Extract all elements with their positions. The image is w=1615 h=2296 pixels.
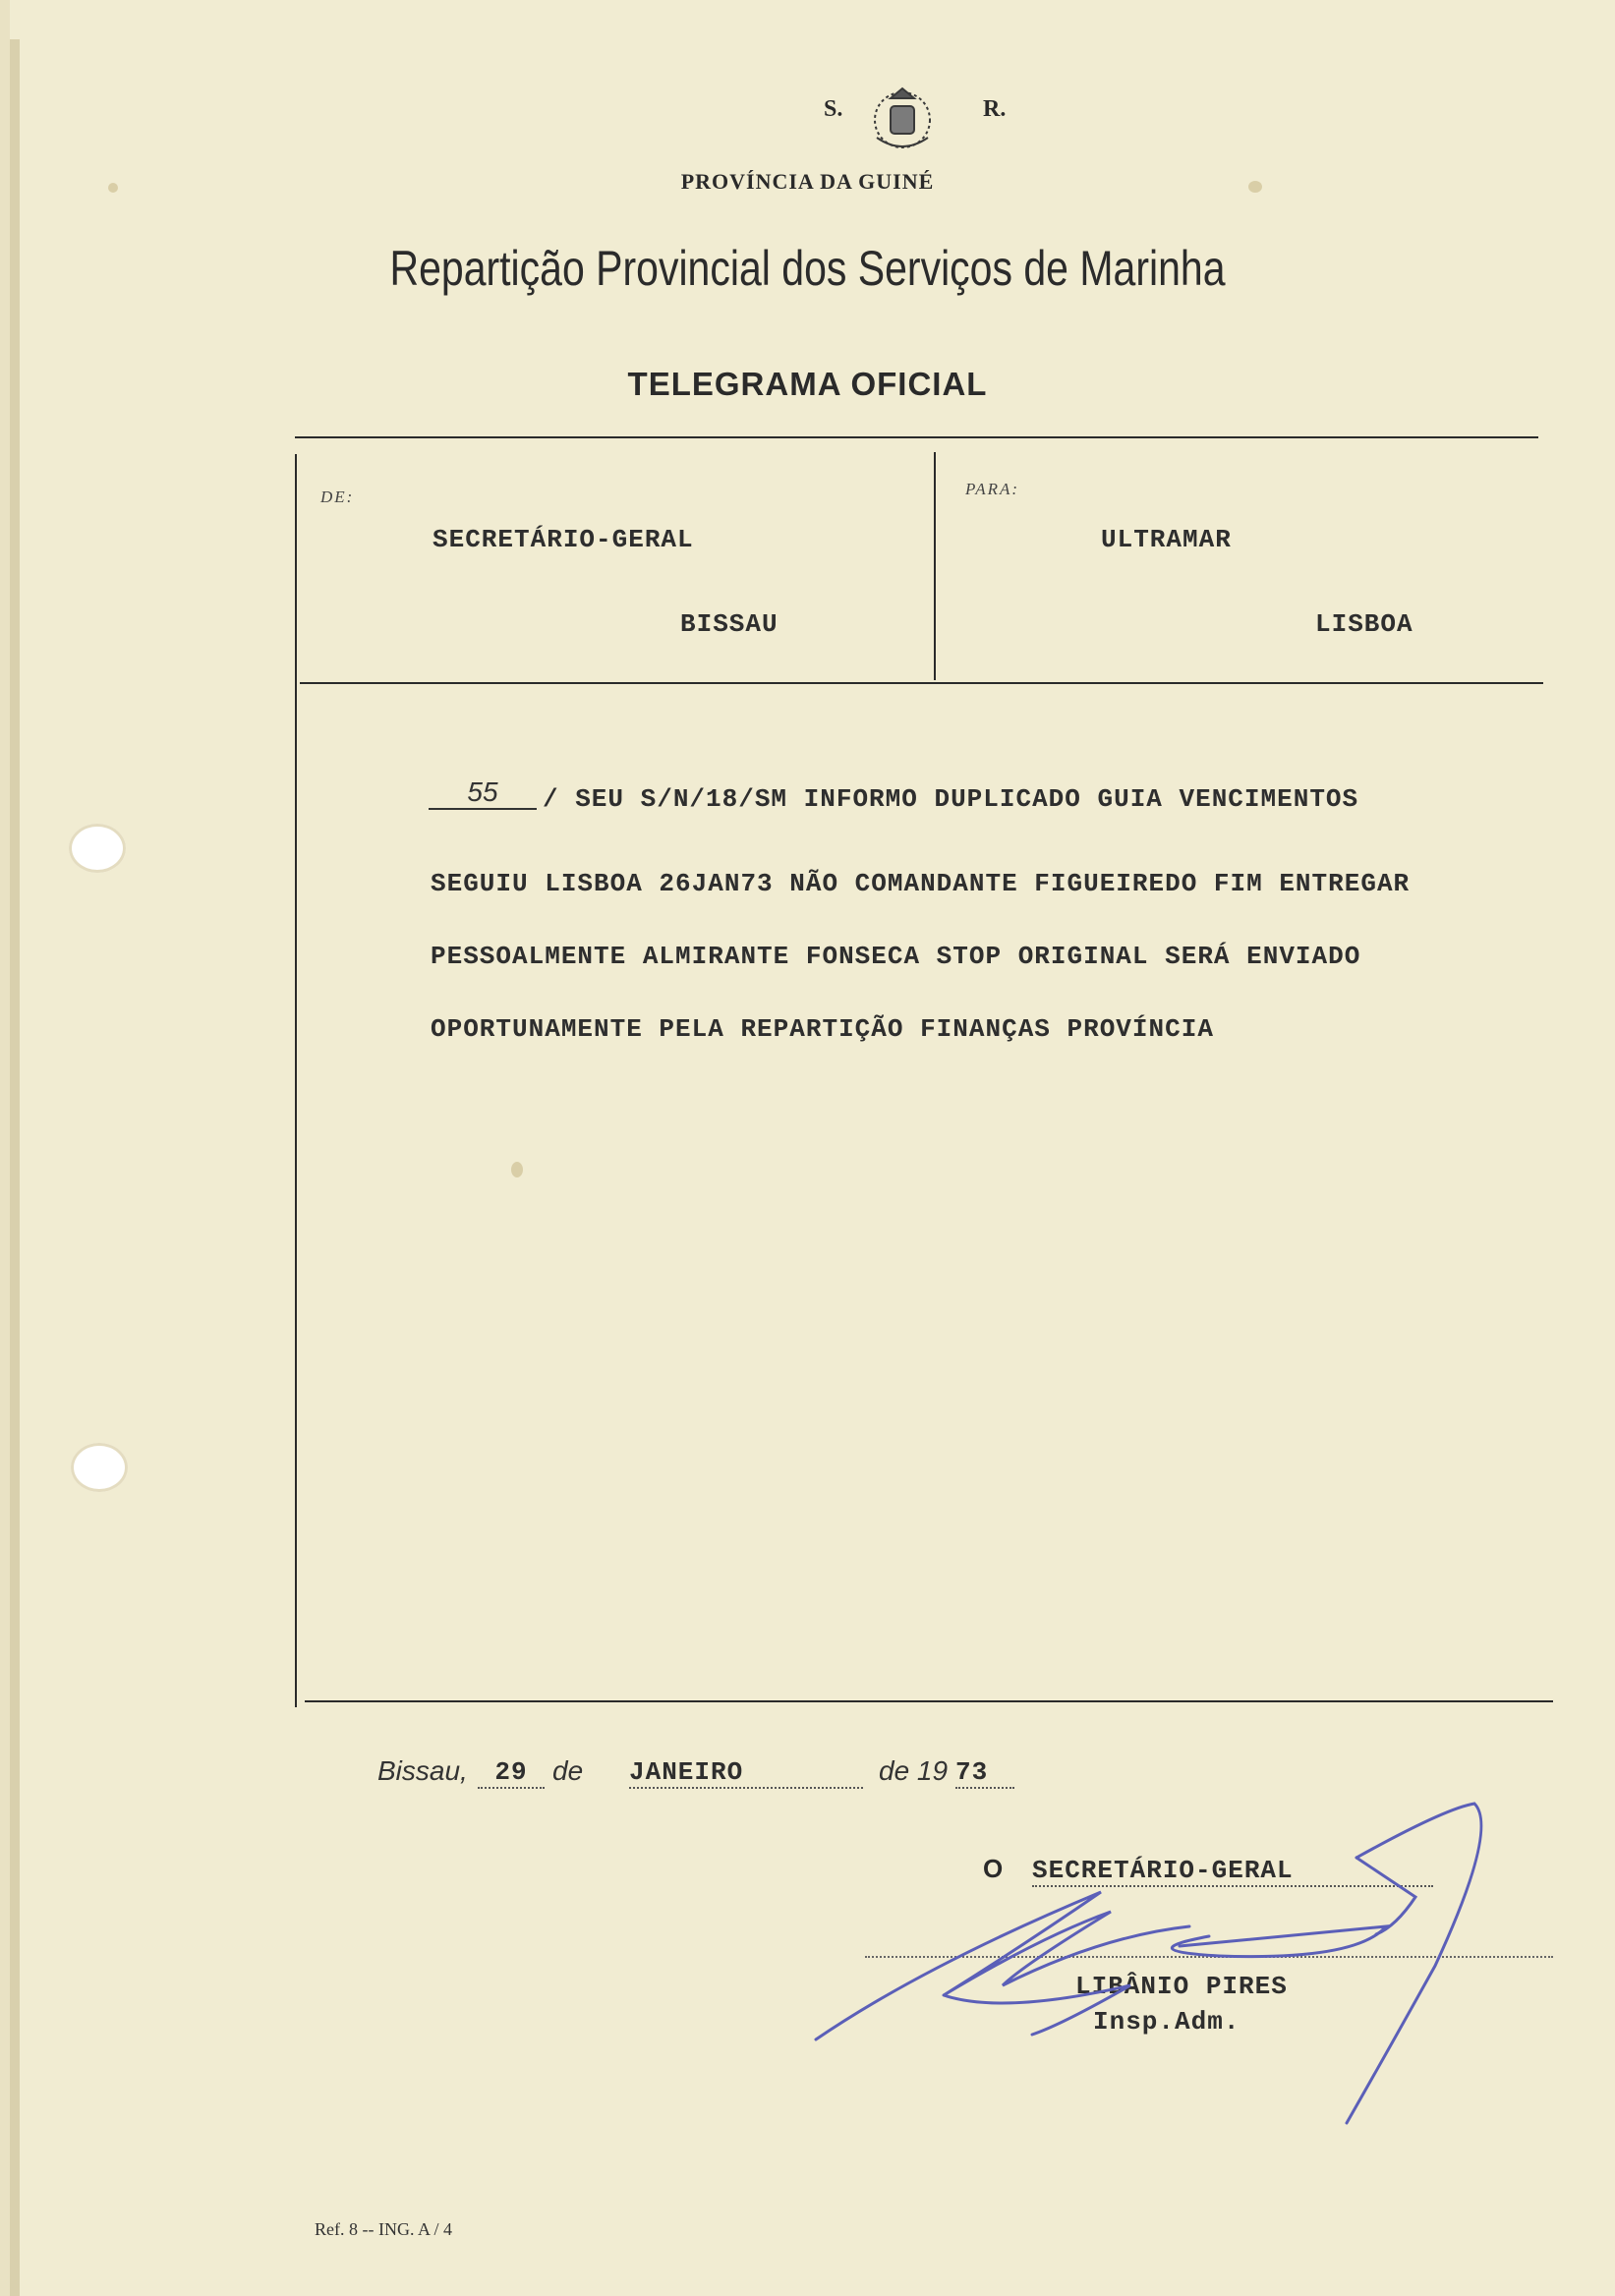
message-line-4: OPORTUNAMENTE PELA REPARTIÇÃO FINANÇAS PROVÍNCIA: [431, 1014, 1214, 1044]
paper-stain: [511, 1162, 523, 1177]
to-name: ULTRAMAR: [1101, 525, 1232, 554]
reference-code: Ref. 8 -- ING. A / 4: [315, 2219, 452, 2239]
from-place: BISSAU: [680, 609, 779, 639]
frame-center-divider: [934, 452, 936, 680]
to-place: LISBOA: [1315, 609, 1413, 639]
frame-bottom-line: [305, 1700, 1553, 1702]
dateline-de-2: de 19: [879, 1755, 949, 1786]
header-box-bottom-line: [300, 682, 1543, 684]
message-number: 55: [429, 776, 537, 810]
dateline-month: JANEIRO: [629, 1757, 863, 1789]
coat-of-arms-icon: [867, 79, 938, 157]
dateline-year: 73: [955, 1757, 1014, 1789]
frame-top-line: [295, 436, 1538, 438]
signer-name: LIBÂNIO PIRES: [1075, 1972, 1288, 2001]
dateline-day: 29: [478, 1757, 545, 1789]
message-line-2: SEGUIU LISBOA 26JAN73 NÃO COMANDANTE FIGUEIREDO FIM ENTREGAR: [431, 869, 1411, 898]
signer-role: Insp.Adm.: [1093, 2007, 1240, 2037]
message-line-1: / SEU S/N/18/SM INFORMO DUPLICADO GUIA VENCIMENTOS: [543, 784, 1359, 814]
handwritten-signature: [806, 1789, 1494, 2133]
from-name: SECRETÁRIO-GERAL: [433, 525, 694, 554]
punch-hole: [71, 1443, 128, 1492]
document-type-title: TELEGRAMA OFICIAL: [627, 366, 988, 402]
punch-hole: [69, 824, 126, 873]
message-line-3: PESSOALMENTE ALMIRANTE FONSECA STOP ORIGINAL SERÁ ENVIADO: [431, 942, 1361, 971]
department-title: Repartição Provincial dos Serviços de Marinha: [389, 241, 1226, 296]
dateline-city: Bissau,: [377, 1755, 468, 1786]
header-r-letter: R.: [983, 96, 1007, 122]
signature-title: SECRETÁRIO-GERAL: [1032, 1856, 1433, 1887]
dateline-de-1: de: [552, 1755, 584, 1786]
frame-left-line: [295, 454, 297, 1707]
header-s-letter: S.: [824, 96, 843, 122]
signature-o: O: [983, 1854, 1004, 1883]
province-title: PROVÍNCIA DA GUINÉ: [680, 169, 935, 194]
from-label: DE:: [320, 488, 355, 506]
to-label: PARA:: [965, 480, 1020, 498]
